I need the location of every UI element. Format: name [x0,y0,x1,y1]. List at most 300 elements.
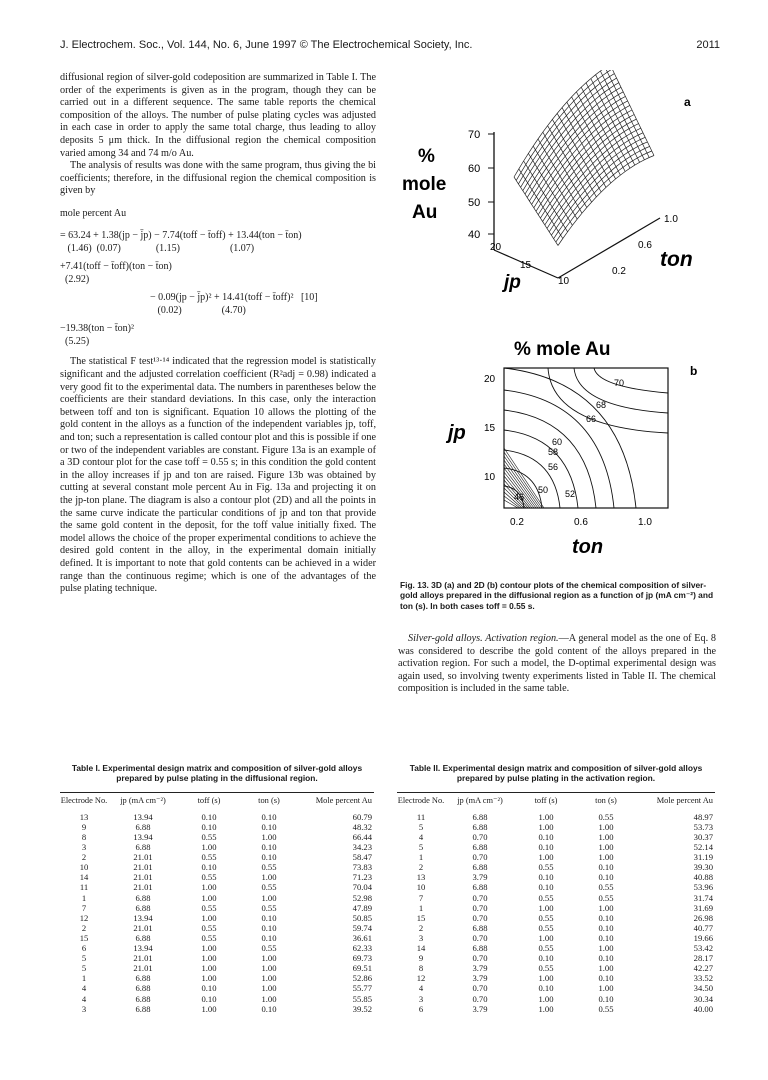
table-cell: 6.88 [135,983,151,994]
z-tick-label: 70 [468,129,481,141]
table-cell: 31.19 [693,852,713,863]
contour-lines [504,368,668,508]
table-cell: 1.00 [261,973,277,984]
paragraph: The analysis of results was done with the same program, thus giving the bi coefficients; therefore, in the diffusional region the chemical composition is given by [60,160,376,197]
table-cell: 0.55 [201,832,217,842]
table-cell: 0.70 [472,852,488,863]
table-row [397,994,715,1004]
table-cell: 1.00 [598,832,614,842]
paragraph [398,633,716,696]
table-cell: 36.61 [352,932,372,943]
table-cell: 40.88 [693,872,713,883]
table-cell: 42.27 [693,963,713,974]
table-cell: 3.79 [472,963,488,974]
table-cell: 62.33 [352,943,372,954]
table-cell: 0.55 [538,912,554,923]
table-row [60,903,374,913]
table-cell: 0.55 [201,852,217,863]
table-cell: 1.00 [201,963,217,974]
table-cell: 3 [418,993,424,1004]
table-cell: 0.10 [201,993,217,1004]
table-cell: 6.88 [472,922,488,933]
table-cell: 4 [418,983,424,994]
table-cell: 6.88 [472,943,488,954]
table-cell: 0.10 [261,932,277,943]
table-cell: 5 [81,963,87,974]
table-cell: 0.70 [472,953,488,964]
table-row [60,963,374,973]
figure-13a-3d-surface [398,70,718,300]
table-cell: 0.10 [598,973,614,984]
contour-label: 70 [614,378,625,388]
equation-errors: (1.46) (0.07) (1.15) (1.07) [60,242,255,254]
table-cell: 0.55 [598,882,614,893]
table-cell: 1.00 [261,953,277,964]
table-cell: 0.55 [201,872,217,883]
table-cell: 0.10 [261,811,277,822]
table-cell: 0.55 [598,892,614,903]
ton-tick-label: 0.6 [638,240,652,251]
running-header [60,39,720,55]
table-cell: 15 [79,932,89,943]
paragraph: The statistical F test¹³·¹⁴ indicated that the regression model is statistically significant and the adjusted correlation coefficient (R²adj = 0.98) indicated a very good fit to the experimental data. The numbers in parentheses below the coefficients are their standard deviations. In this case, only the interaction between toff and ton is significant. Equation 10 allows the plotting of the gold content in the alloys as a function of the independent variables jp, toff, and ton; such a representation is called contour plot and this is possible if one or two of the independent variables are constant. Figure 13a is an example of a 3D contour plot for the case toff = 0.55 s; in this condition the gold content in the alloy increases if jp and ton are raised. Figure 13b was obtained by cutting at several constant mole percent Au in Fig. 13a and projecting it on the jp-ton plane. The diagram is also a contour plot (2D) and all the points in the same curve indicate the particular conditions of jp and ton that provide the same gold content in the deposit, for the toff value initially fixed. The model allows the choice of the proper experimental conditions to achieve the desired gold content in the alloy, in the experimental domain initially defined. It is important to note that gold contents can be achieved in a wider range than the continuous regime; which is one of the advantages of the pulse plating technique. [60,356,376,595]
table-cell: 0.55 [538,922,554,933]
table-row [60,822,374,832]
contour-label: 68 [596,400,607,410]
table-cell: 3.79 [472,973,488,984]
table-row [397,903,715,913]
table-title: Table I. Experimental design matrix and composition of silver-gold alloys prepared by pulse plating in the diffusional region. [71,763,363,784]
table-row [60,852,374,862]
table-cell: 71.23 [352,872,372,883]
table-cell: 26.98 [693,912,713,923]
table-cell: 1.00 [261,892,277,903]
table-row [397,822,715,832]
table-cell: 0.55 [201,902,217,913]
table-cell: 9 [418,953,424,964]
table-cell: 0.10 [261,852,277,863]
table-row [60,973,374,983]
table-row [397,973,715,983]
table-cell: 14 [416,943,426,954]
table-cell: 1.00 [261,993,277,1004]
column-header: toff (s) [197,795,221,805]
chart-title: % mole Au [514,339,611,360]
z-axis-label: Au [412,202,438,223]
contour-line [504,368,636,508]
table-cell: 0.55 [538,943,554,954]
journal-citation: J. Electrochem. Soc., Vol. 144, No. 6, June 1997 © The Electrochemical Society, Inc. [60,39,473,51]
table-cell: 1.00 [261,963,277,974]
table-row [60,913,374,923]
y-tick-label: 10 [484,472,496,483]
section-run-in-heading: Silver-gold alloys. Activation region. [408,633,559,644]
table-row [397,893,715,903]
table-row [397,933,715,943]
table-cell: 1.00 [538,932,554,943]
table-grid [397,793,715,1014]
table-cell: 1.00 [598,902,614,913]
table-cell: 10 [79,862,89,873]
table-cell: 1.00 [261,832,277,842]
table-cell: 21.01 [133,922,153,933]
table-cell: 30.34 [693,993,713,1004]
table-cell: 6.88 [135,821,151,832]
table-cell: 1.00 [261,872,277,883]
table-cell: 3 [81,842,87,853]
table-grid [60,793,374,1014]
table-cell: 0.10 [201,983,217,994]
table-cell: 47.89 [352,902,372,913]
table-cell: 48.32 [352,821,372,832]
table-cell: 1.00 [201,892,217,903]
right-column [398,633,716,696]
table-cell: 3.79 [472,1003,488,1014]
table-row [397,852,715,862]
table-cell: 6.88 [135,932,151,943]
table-cell: 6.88 [135,892,151,903]
plot-frame [504,368,668,508]
mesh-line [600,71,644,160]
table-cell: 13 [79,811,89,822]
table-cell: 0.70 [472,902,488,913]
table-row [60,933,374,943]
table-cell: 0.10 [598,932,614,943]
table-cell: 0.55 [261,882,277,893]
table-cell: 3 [81,1003,87,1014]
table-cell: 6.88 [472,882,488,893]
table-row [397,913,715,923]
table-cell: 55.77 [352,983,372,994]
table-row [60,882,374,892]
table-cell: 48.97 [693,811,713,822]
table-cell: 1.00 [201,953,217,964]
table-cell: 21.01 [133,882,153,893]
table-title: Table II. Experimental design matrix and composition of silver-gold alloys prepared by pulse plating in the activation region. [409,763,703,784]
table-cell: 34.50 [693,983,713,994]
contour-label: 46 [514,492,525,502]
table-cell: 1 [418,902,424,913]
table-cell: 1.00 [538,993,554,1004]
table-row [60,832,374,842]
table-row [60,842,374,852]
table-cell: 0.10 [538,872,554,883]
column-header: ton (s) [595,795,617,805]
table-row [397,812,715,822]
table-cell: 0.10 [201,811,217,822]
table-cell: 1.00 [261,983,277,994]
x-axis-label: ton [572,536,604,558]
table-cell: 52.98 [352,892,372,903]
table-cell: 0.55 [538,862,554,873]
table-cell: 1.00 [538,852,554,863]
table-cell: 6.88 [135,993,151,1004]
table-cell: 11 [79,882,89,893]
table-cell: 52.14 [693,842,713,853]
table-cell: 1.00 [201,912,217,923]
z-axis-label: mole [402,174,447,195]
column-header: ton (s) [258,795,280,805]
table-cell: 0.55 [538,963,554,974]
table-row [397,862,715,872]
ton-axis-label: ton [660,248,693,271]
table-cell: 0.70 [472,832,488,842]
table-cell: 0.70 [472,993,488,1004]
paragraph: diffusional region of silver-gold codeposition are summarized in Table I. The order of the experiments is given as in the program, though they can be carried out in a different sequence. The same table reports the chemical composition of the alloys. The number of pulse plating cycles was adjusted in each case in order to apply the same total charge, thus leading to alloy deposits 5 μm thick. In the diffusional region the chemical composition varied among 34 and 74 m/o Au. [60,72,376,159]
table-cell: 0.10 [598,922,614,933]
table-cell: 0.10 [598,862,614,873]
table-cell: 0.55 [261,902,277,913]
table-cell: 0.10 [598,993,614,1004]
table-cell: 0.55 [598,811,614,822]
table-cell: 1.00 [201,973,217,984]
table-cell: 9 [81,821,87,832]
table-row [60,812,374,822]
table-cell: 39.30 [693,862,713,873]
table-cell: 69.51 [352,963,372,974]
table-cell: 1.00 [538,811,554,822]
z-tick-label: 50 [468,197,481,209]
table-cell: 6.88 [472,862,488,873]
table-cell: 0.70 [472,983,488,994]
table-cell: 2 [418,922,424,933]
table-row [397,872,715,882]
table-cell: 70.04 [352,882,372,893]
column-header: Mole percent Au [656,795,713,805]
equation-label: mole percent Au [60,207,127,219]
table-cell: 1 [81,973,87,984]
table-cell: 0.55 [538,892,554,903]
table-row [60,1004,374,1014]
table-cell: 1.00 [598,842,614,853]
table-row [60,943,374,953]
table-cell: 73.83 [352,862,372,873]
table-row [397,1004,715,1014]
table-cell: 1.00 [598,983,614,994]
table-cell: 7 [418,892,424,903]
table-row [397,983,715,993]
table-cell: 1.00 [598,963,614,974]
table-row [60,893,374,903]
table-cell: 69.73 [352,953,372,964]
column-header: jp (mA cm⁻²) [457,795,503,805]
table-cell: 0.10 [261,922,277,933]
table-cell: 1.00 [598,943,614,954]
contour-label: 52 [565,489,576,499]
table-cell: 31.74 [693,892,713,903]
equation-errors: (2.92) [60,273,90,285]
table-cell: 0.10 [201,821,217,832]
table-cell: 1 [418,852,424,863]
table-cell: 0.55 [201,932,217,943]
table-cell: 1.00 [201,882,217,893]
paragraph-body: —A general model as the one of Eq. 8 was considered to describe the gold content of the alloys prepared in the activation region. For such a model, the D-optimal experimental design was again used, so involving twenty experiments listed in Table II. The chemical composition is included in the same table. [398,633,716,695]
y-tick-label: 20 [484,374,496,385]
z-axis-label: % [418,146,435,167]
equation-line: = 63.24 + 1.38(jp − j̄p) − 7.74(toff − t̄off) + 13.44(ton − t̄on) [60,230,302,242]
table-cell: 21.01 [133,852,153,863]
contour-label: 66 [586,414,597,424]
table-cell: 10 [416,882,426,893]
jp-tick-label: 20 [490,242,502,253]
table-cell: 0.10 [201,862,217,873]
equation-errors: (5.25) [60,335,90,347]
table-cell: 0.10 [261,821,277,832]
table-cell: 6.88 [472,821,488,832]
table-cell: 30.37 [693,832,713,842]
equation-line: − 0.09(jp − j̄p)² + 14.41(toff − t̄off)² [10] [150,292,318,304]
table-cell: 1 [81,892,87,903]
table-row [60,923,374,933]
table-cell: 53.42 [693,943,713,954]
table-cell: 21.01 [133,862,153,873]
table-cell: 0.70 [472,912,488,923]
x-tick-label: 1.0 [638,517,652,528]
jp-axis-label: jp [504,272,521,293]
table-cell: 33.52 [693,973,713,984]
left-column [60,72,376,596]
table-cell: 8 [418,963,424,974]
table-cell: 59.74 [352,922,372,933]
contour-line [594,368,668,393]
page-number: 2011 [696,39,720,51]
jp-tick-label: 10 [558,276,570,287]
table-cell: 15 [416,912,426,923]
z-tick-label: 40 [468,229,481,241]
surface-mesh [514,70,654,246]
table-row [397,882,715,892]
table-cell: 2 [81,852,87,863]
table-cell: 4 [81,983,87,994]
figure-13b-contour [398,335,718,560]
table-cell: 5 [418,821,424,832]
table-cell: 0.70 [472,892,488,903]
table-cell: 1.00 [201,943,217,954]
contour-line [548,368,668,433]
table-cell: 5 [81,953,87,964]
table-row [60,983,374,993]
table-cell: 34.23 [352,842,372,853]
table-cell: 53.73 [693,821,713,832]
table-cell: 2 [418,862,424,873]
table-cell: 0.10 [538,953,554,964]
z-tick-label: 60 [468,163,481,175]
table-cell: 0.10 [538,882,554,893]
table-cell: 4 [418,832,424,842]
table-cell: 31.69 [693,902,713,913]
column-header: toff (s) [534,795,558,805]
equation-line: +7.41(toff − t̄off)(ton − t̄on) [60,261,172,273]
table-cell: 40.77 [693,922,713,933]
y-tick-label: 15 [484,423,496,434]
table-cell: 13.94 [133,912,153,923]
table-cell: 1.00 [201,842,217,853]
table-cell: 11 [416,811,426,822]
table-cell: 13 [416,872,426,883]
table-2 [397,763,715,1014]
table-row [397,923,715,933]
contour-label: 60 [552,437,563,447]
table-row [60,862,374,872]
table-cell: 60.79 [352,811,372,822]
column-header: jp (mA cm⁻²) [120,795,166,805]
table-cell: 13.94 [133,832,153,842]
table-cell: 6.88 [135,902,151,913]
panel-label-a: a [684,95,691,109]
table-cell: 0.10 [261,1003,277,1014]
panel-label-b: b [690,364,698,378]
contour-label: 56 [548,462,559,472]
y-axis-label: jp [448,422,466,444]
table-cell: 13.94 [133,811,153,822]
table-cell: 0.55 [598,1003,614,1014]
table-cell: 8 [81,832,87,842]
table-1 [60,763,374,1014]
table-cell: 7 [81,902,87,913]
table-cell: 0.10 [261,842,277,853]
table-cell: 12 [79,912,89,923]
table-cell: 1.00 [538,821,554,832]
contour-label: 50 [538,485,549,495]
contour-line [574,368,668,413]
table-cell: 52.86 [352,973,372,984]
table-cell: 0.10 [538,842,554,853]
table-cell: 0.55 [261,862,277,873]
table-row [60,872,374,882]
table-cell: 2 [81,922,87,933]
table-cell: 0.10 [598,872,614,883]
table-cell: 6.88 [472,811,488,822]
table-cell: 6.88 [135,842,151,853]
table-cell: 0.10 [538,983,554,994]
column-header: Electrode No. [60,795,108,805]
table-row [397,842,715,852]
table-cell: 21.01 [133,963,153,974]
table-row [397,943,715,953]
x-tick-label: 0.2 [510,517,524,528]
table-cell: 6 [81,943,87,954]
x-tick-label: 0.6 [574,517,588,528]
table-cell: 6.88 [472,842,488,853]
table-cell: 1.00 [538,1003,554,1014]
table-cell: 53.96 [693,882,713,893]
table-cell: 0.10 [598,953,614,964]
table-cell: 21.01 [133,953,153,964]
table-cell: 19.66 [693,932,713,943]
table-row [397,963,715,973]
table-cell: 50.85 [352,912,372,923]
table-cell: 0.55 [261,943,277,954]
table-cell: 0.10 [261,912,277,923]
table-cell: 1.00 [598,821,614,832]
table-cell: 0.10 [538,832,554,842]
mesh-line [605,70,649,158]
ton-tick-label: 0.2 [612,266,626,277]
table-cell: 14 [79,872,89,883]
jp-tick-label: 15 [520,260,532,271]
table-cell: 28.17 [693,953,713,964]
table-cell: 0.10 [598,912,614,923]
table-cell: 1.00 [538,973,554,984]
table-cell: 0.55 [201,922,217,933]
table-cell: 6.88 [135,973,151,984]
table-cell: 1.00 [201,1003,217,1014]
table-cell: 21.01 [133,872,153,883]
figure-caption: Fig. 13. 3D (a) and 2D (b) contour plots of the chemical composition of silver-gold alloys prepared in the diffusional region as a function of jp (mA cm⁻²) and ton (s). In both cases toff = 0.55 s. [400,580,714,611]
table-cell: 3 [418,932,424,943]
table-cell: 12 [416,973,426,984]
table-cell: 58.47 [352,852,372,863]
